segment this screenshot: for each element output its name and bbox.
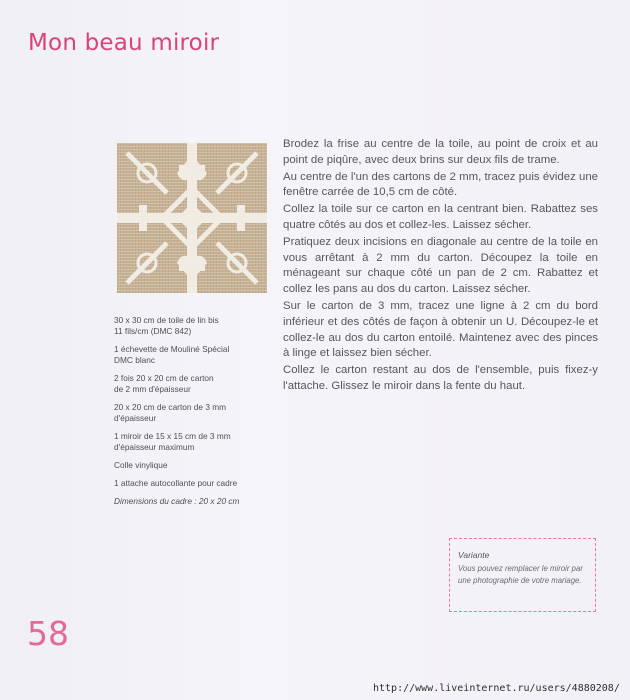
variant-text: Vous pouvez remplacer le miroir par une photographie de votre mariage. [458, 564, 583, 585]
material-item: Colle vinylique [114, 460, 168, 470]
instruction-paragraph: Au centre de l'un des cartons de 2 mm, tracez puis évidez une fenêtre carrée de 10,5 cm de côté. [283, 170, 598, 199]
cross-stitch-pattern-icon [117, 143, 267, 293]
instruction-paragraph: Brodez la frise au centre de la toile, au point de croix et au point de piqûre, avec deux brins sur deux fils de trame. [283, 138, 598, 166]
instruction-paragraph: Collez le carton restant au dos de l'ensemble, puis fixez-y l'attache. Glissez le miroir dans la fente du haut. [283, 364, 598, 392]
page-number: 58 [27, 614, 69, 653]
instruction-paragraph: Collez la toile sur ce carton en la centrant bien. Rabattez ses quatre côtés au dos et collez-les. Laissez sécher. [283, 203, 598, 231]
variant-title: Variante [458, 550, 490, 560]
material-item: 1 miroir de 15 x 15 cm de 3 mm d'épaisseur maximum [114, 431, 231, 452]
frame-dimensions: Dimensions du cadre : 20 x 20 cm [114, 496, 240, 506]
material-item: 2 fois 20 x 20 cm de carton de 2 mm d'épaisseur [114, 373, 214, 394]
embroidery-photo [117, 143, 267, 293]
instruction-paragraph: Sur le carton de 3 mm, tracez une ligne à 2 cm du bord inférieur et des côtés de façon à obtenir un U. Découpez-le et collez-le au dos du carton entoilé. Maintenez avec des pinces à linge et laissez bien sécher. [283, 299, 598, 360]
materials-list [114, 315, 274, 514]
variant-box [449, 538, 596, 612]
material-item: 30 x 30 cm de toile de lin bis 11 fils/cm (DMC 842) [114, 315, 219, 336]
material-item: 20 x 20 cm de carton de 3 mm d'épaisseur [114, 402, 227, 423]
page-title: Mon beau miroir [28, 30, 220, 56]
watermark-url: http://www.liveinternet.ru/users/4880208/ [373, 683, 620, 694]
material-item: 1 échevette de Mouliné Spécial DMC blanc [114, 344, 230, 365]
instruction-paragraph: Pratiquez deux incisions en diagonale au centre de la toile en vous arrêtant à 2 mm du carton. Découpez la toile en ménageant sur chaque côté un pan de 2 cm. Rabattez et collez les pans au dos du carton. Laissez sécher. [283, 235, 598, 296]
material-item: 1 attache autocollante pour cadre [114, 478, 238, 488]
instructions-text [283, 137, 598, 396]
